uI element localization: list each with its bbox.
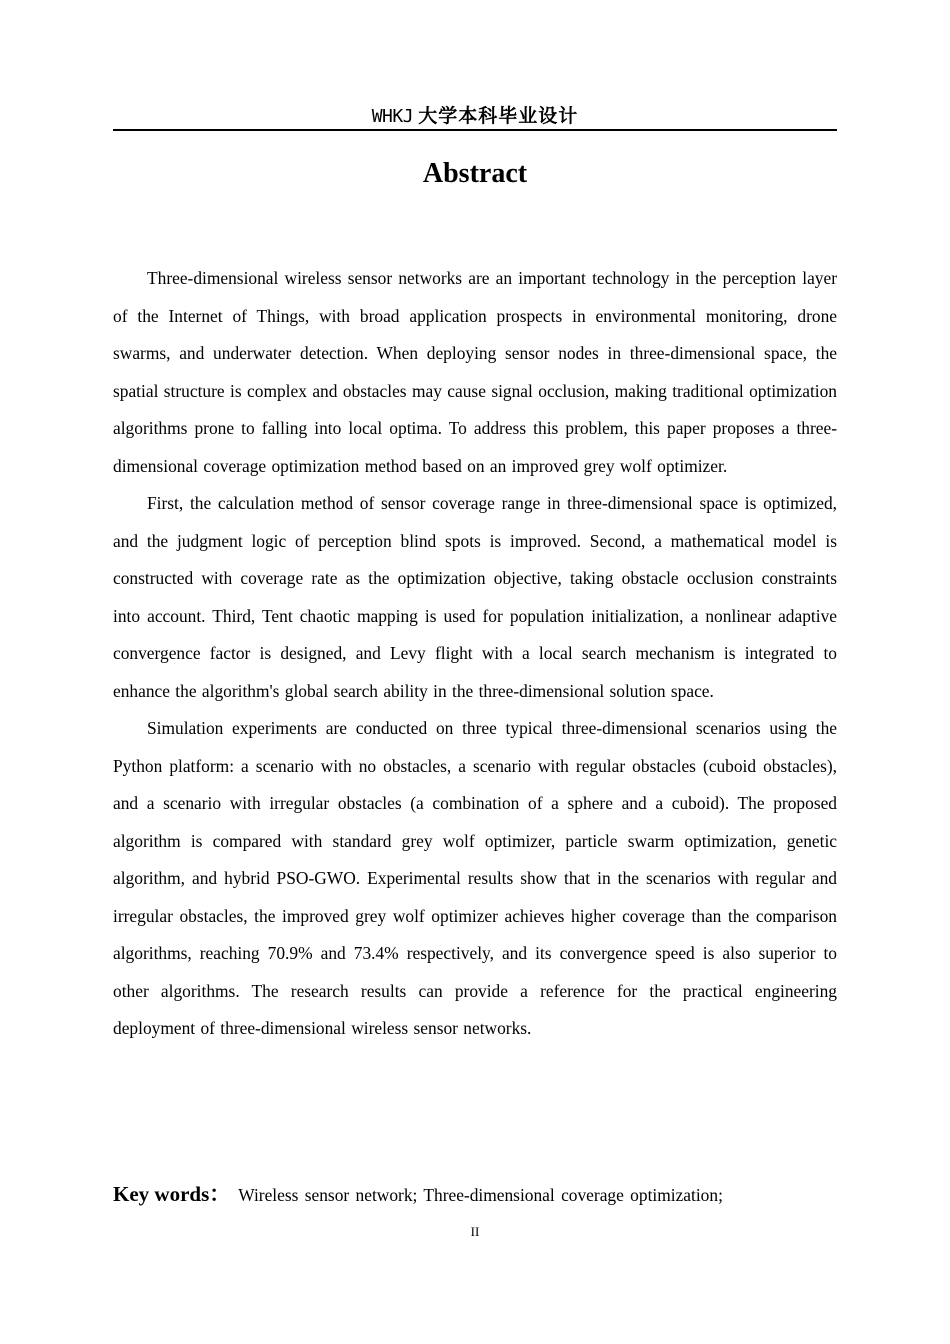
abstract-paragraph-2: First, the calculation method of sensor coverage range in three-dimensional space is optimized, and the judgment logic of perception blind spots is improved. Second, a mathematical model is constructed with coverage rate as the optimization objective, taking obstacle occlusion constraints into account. Third, Tent chaotic mapping is used for population initialization, a nonlinear adaptive convergence factor is designed, and Levy flight with a local search mechanism is integrated to enhance the algorithm's global search ability in the three-dimensional solution space. (113, 493, 837, 701)
abstract-paragraph-1: Three-dimensional wireless sensor networks are an important technology in the perception layer of the Internet of Things, with broad application prospects in environmental monitoring, drone swarms, and underwater detection. When deploying sensor nodes in three-dimensional space, the spatial structure is complex and obstacles may cause signal occlusion, making traditional optimization algorithms prone to falling into local optima. To address this problem, this paper proposes a three-dimensional coverage optimization method based on an improved grey wolf optimizer. (113, 268, 837, 476)
abstract-body (113, 260, 837, 1048)
keywords-value: Wireless sensor network; Three-dimensional coverage optimization; (238, 1185, 723, 1205)
header-institution: WHKJ (371, 106, 414, 127)
keywords-label: Key words： (113, 1182, 231, 1206)
keywords-line (113, 1177, 837, 1212)
page-number: II (470, 1224, 480, 1239)
abstract-paragraph-3: Simulation experiments are conducted on three typical three-dimensional scenarios using the Python platform: a scenario with no obstacles, a scenario with regular obstacles (cuboid obstacles), and a scenario with irregular obstacles (a combination of a sphere and a cuboid). The proposed algorithm is compared with standard grey wolf optimizer, particle swarm optimization, genetic algorithm, and hybrid PSO-GWO. Experimental results show that in the scenarios with regular and irregular obstacles, the improved grey wolf optimizer achieves higher coverage than the comparison algorithms, reaching 70.9% and 73.4% respectively, and its convergence speed is also superior to other algorithms. The research results can provide a reference for the practical engineering deployment of three-dimensional wireless sensor networks. (113, 718, 837, 1038)
running-header (113, 104, 837, 129)
header-title: 大学本科毕业设计 (418, 105, 579, 127)
header-rule (113, 129, 837, 131)
page-title: Abstract (422, 158, 528, 189)
